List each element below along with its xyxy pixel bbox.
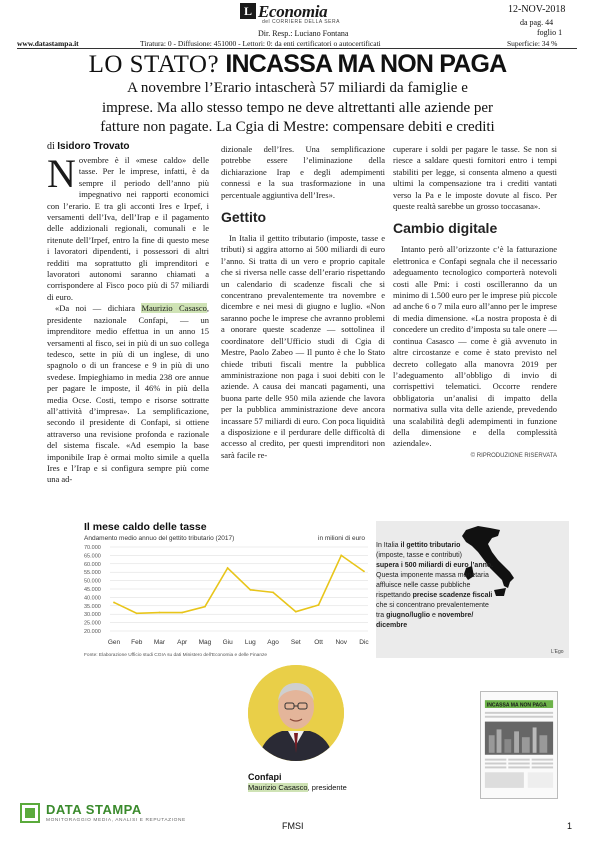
header-pages: da pag. 44 — [520, 18, 554, 27]
chart-subtitle: Andamento medio annuo del gettito tributario (2017) — [84, 535, 235, 542]
chart-data-point — [136, 612, 138, 614]
chart-data-point — [272, 591, 274, 593]
chart-data-point — [249, 589, 251, 591]
paragraph: In Italia il gettito tributario (imposte, tasse e tributi) si aggira attorno ai 500 miliardi di euro l’anno. Si tratta di un vero e proprio capitale che si riversa nelle casse dell’erario rispettando un calendario di scadenze fiscali che si concentrano prevalentemente tra novembre e dicembre e nei mesi di giugno e luglio. «Non saranno poche le imprese che avranno problemi a onorare queste scadenze — sottolinea il coordinatore dell’Ufficio studi di Cgia di Mestre, Paolo Zabeo — Il punto è che lo Stato chiede tributi fiscali mentre la pubblica amministrazione non paga i suoi debiti con le aziende. A causa dei mancati pagamenti, una buona parte delle 950 mila aziende che lavora per la pubblica amministrazione deve ancora incassare 57 miliardi di euro. Con poca liquidità a disposizione e il perdurare delle difficoltà di accesso al credito, per questi imprenditori non sarà facile re- — [221, 233, 385, 460]
chart-unit: in milioni di euro — [318, 535, 365, 542]
byline-author: Isidoro Trovato — [57, 141, 130, 152]
header-sheet: foglio 1 — [537, 28, 563, 37]
chart-y-tick-label: 60.000 — [84, 561, 101, 568]
info-line: che si concentrano prevalentemente — [376, 602, 489, 609]
chart-x-tick-label: Gen — [107, 639, 121, 646]
header-site-link[interactable]: www.datastampa.it — [17, 39, 79, 48]
subhead-line: imprese. Ma allo stesso tempo ne deve altrettanti alle aziende per — [101, 99, 494, 116]
section-heading-gettito: Gettito — [221, 209, 267, 226]
chart-x-tick-label: Mag — [198, 639, 212, 646]
chart-x-tick-label: Set — [290, 639, 301, 646]
info-emphasis: novembre/ dicembre — [376, 612, 474, 629]
header-circulation: Tiratura: 0 - Diffusione: 451000 - Lettori: 0: da enti certificatori o autocertificati — [140, 39, 381, 48]
section-heading-cambio-digitale: Cambio digitale — [393, 220, 498, 237]
chart-y-tick-label: 30.000 — [84, 612, 101, 619]
article-column-2 — [221, 144, 385, 461]
highlighted-name: Maurizio Casasco — [141, 303, 207, 314]
info-line — [376, 541, 506, 551]
footer-tagline: MONITORAGGIO MEDIA, ANALISI E REPUTAZIONE — [46, 818, 186, 823]
chart-y-tick-label: 35.000 — [84, 603, 101, 610]
chart-data-point — [363, 570, 365, 572]
photo-label: Confapi — [248, 772, 282, 782]
info-text: rispettando — [376, 592, 413, 599]
paragraph: Intanto però all’orizzonte c’è la fatturazione elettronica e Confapi segnala che il necessario adeguamento tecnologico comporterà notevoli costi alle Pmi: i costi oscilleranno da un minimo di 1.500 euro per le imprese più piccole ad anche 6 o 7 mila euro all’anno per le imprese di media dimensione. «La nostra proposta è di concedere un credito d’imposta su tale onere — continua Casasco — come è già avvenuto in altre circostanze e come è stato previsto nel decreto collegato alla manovra 2019 per l’adeguamento all’obbligo di invio di corrispettivi telematici. Occorre rendere obbligatoria un’analisi di impatto della normativa sulla vita delle aziende, prevedendo una scalabilità degli adempimenti in funzione della dimensione e della complessità aziendale». — [393, 244, 557, 449]
headline-part-2: INCASSA MA NON PAGA — [225, 50, 507, 78]
paragraph: dizionale dell’Ires. Una semplificazione potrebbe essere l’eliminazione della dichiarazione Irap e degli adempimenti connessi e la sua trasformazione in una percentuale aggiuntiva dell’Ires». — [221, 144, 385, 200]
chart-x-tick-label: Ott — [314, 639, 323, 646]
article-column-3 — [393, 144, 557, 459]
info-box-text — [376, 541, 506, 631]
headline-part-1: LO STATO? — [88, 51, 220, 78]
tax-revenue-line-chart — [84, 541, 374, 651]
chart-x-tick-label: Dic — [359, 639, 369, 646]
header-surface: Superficie: 34 % — [507, 39, 558, 48]
info-credit: L’Ego — [551, 649, 564, 655]
chart-series-line — [114, 555, 364, 613]
chart-y-tick-label: 20.000 — [84, 629, 101, 635]
info-emphasis: supera i 500 miliardi di euro l’anno. — [376, 562, 494, 569]
chart-data-point — [227, 567, 229, 569]
data-stampa-logo-core — [25, 808, 35, 818]
info-line — [376, 591, 506, 601]
caption-name: Maurizio Casasco — [248, 783, 308, 792]
portrait-illustration — [248, 665, 344, 761]
paragraph — [47, 303, 209, 486]
info-emphasis: il gettito tributario — [400, 542, 461, 549]
info-line — [376, 611, 506, 631]
info-line: (imposte, tasse e contributi) — [376, 552, 462, 559]
article-column-1 — [47, 151, 209, 486]
paragraph-text: ovembre è il «mese caldo» delle tasse. Per le imprese, infatti, è da sempre il periodo dell’anno più impegnativo nei rapporti economici con l’erario. E tra gli acconti Ires e Irpef, i versamenti dell’Iva, dell’Irap e il pagamento delle addizionali regionali, comunali e le ritenute dell’Irpef, entro la fine di questo mese i lavoratori dipendenti, i possessori di altri redditi ma soprattutto gli imprenditori e lavoratori autonomi saranno chiamati a corrispondere al Fisco poco più di 57 miliardi di euro. — [47, 155, 209, 302]
page-thumbnail-preview — [481, 692, 557, 798]
chart-y-tick-label: 70.000 — [84, 545, 101, 551]
footer-page-number: 1 — [567, 821, 573, 831]
chart-data-point — [113, 602, 115, 604]
chart-y-tick-label: 50.000 — [84, 578, 101, 585]
article-headline — [0, 50, 595, 79]
photo-caption — [248, 783, 347, 792]
drop-cap: N — [47, 151, 76, 196]
chart-source: Fonte: Elaborazione Ufficio studi CGIA su dati Ministero dell’Economia e delle Finanze — [84, 653, 268, 658]
footer-code: FMSI — [282, 821, 304, 831]
chart-data-point — [181, 612, 183, 614]
masthead-mark: L — [240, 3, 256, 19]
chart-x-tick-label: Ago — [267, 639, 279, 646]
chart-data-point — [295, 611, 297, 613]
chart-x-tick-label: Feb — [131, 639, 143, 646]
chart-y-tick-label: 55.000 — [84, 570, 101, 577]
chart-data-point — [204, 606, 206, 608]
footer-brand: DATA STAMPA — [46, 802, 142, 817]
page-thumbnail[interactable] — [480, 691, 558, 799]
paragraph-text: , presidente nazionale Confapi, — un imprenditore medio effettua in un anno 15 versamenti al fisco, sei in più di un suo collega tedesco, sette in più di un inglese, di uno spagnolo o di un francese e 9 in più di uno svedese. Impieghiamo in media 238 ore annue per pagare le imposte, il 46% in più della media Ocse. Costi, tempo e risorse sottratte all’attività d’impresa». La semplificazione, secondo il presidente di Confapi, si ottiene attraverso una revisione profonda e razionale del sistema fiscale. «Ad esempio la base imponibile Irap è ormai molto simile a quella Ires e l’Irap e si configura sempre più come una ad- — [47, 303, 209, 485]
masthead-subtitle: del CORRIERE DELLA SERA — [262, 19, 340, 25]
portrait-photo — [248, 665, 344, 761]
info-text: tra — [376, 612, 387, 619]
chart-y-tick-label: 25.000 — [84, 620, 101, 627]
chart-x-tick-label: Apr — [177, 639, 188, 646]
chart-data-point — [159, 612, 161, 614]
chart-x-tick-label: Mar — [153, 639, 166, 646]
subhead-line: A novembre l’Erario intascherà 57 miliardi da famiglie e — [127, 80, 468, 96]
chart-x-tick-label: Nov — [335, 639, 348, 646]
info-emphasis: precise scadenze fiscali — [412, 592, 493, 599]
paragraph-text: «Da noi — dichiara — [55, 303, 142, 314]
chart-x-tick-label: Giu — [222, 639, 233, 646]
masthead-logo — [240, 2, 380, 25]
info-line-emphasis — [376, 561, 506, 571]
byline-prefix: di — [47, 141, 55, 152]
chart-y-tick-label: 45.000 — [84, 587, 101, 593]
copyright-notice: © RIPRODUZIONE RISERVATA — [470, 452, 557, 459]
info-text: e — [430, 612, 438, 619]
header-date: 12-NOV-2018 — [508, 4, 566, 15]
chart-y-tick-label: 40.000 — [84, 595, 101, 602]
header-director: Dir. Resp.: Luciano Fontana — [258, 29, 349, 38]
article-subhead — [0, 79, 595, 138]
info-line: affluisce nelle casse pubbliche — [376, 582, 471, 589]
chart-data-point — [340, 555, 342, 557]
paragraph: cuperare i soldi per pagare le tasse. Se non si riesce a saldare questi fornitori entro i tempi stabiliti per legge, si consenta almeno a questi ultimi la compensazione tra i crediti vantati verso la Pa e le imposte dovute al fisco. Per queste realtà sarebbe un grosso toccasana». — [393, 144, 557, 212]
header-divider — [17, 48, 577, 49]
subhead-line: fatture non pagate. La Cgia di Mestre: compensare debiti e crediti — [100, 119, 495, 135]
info-emphasis: giugno/luglio — [386, 612, 431, 619]
caption-rest: , presidente — [307, 783, 347, 792]
info-text: In Italia — [376, 542, 401, 549]
chart-y-tick-label: 65.000 — [84, 553, 101, 560]
chart-title: Il mese caldo delle tasse — [84, 521, 207, 533]
info-line: Questa imponente massa monetaria — [376, 572, 489, 579]
thumbnail-headline: INCASSA MA NON PAGA — [486, 702, 547, 709]
masthead-title: Economia — [258, 2, 328, 21]
paragraph — [47, 151, 209, 303]
chart-data-point — [318, 604, 320, 606]
chart-x-tick-label: Lug — [244, 639, 256, 646]
